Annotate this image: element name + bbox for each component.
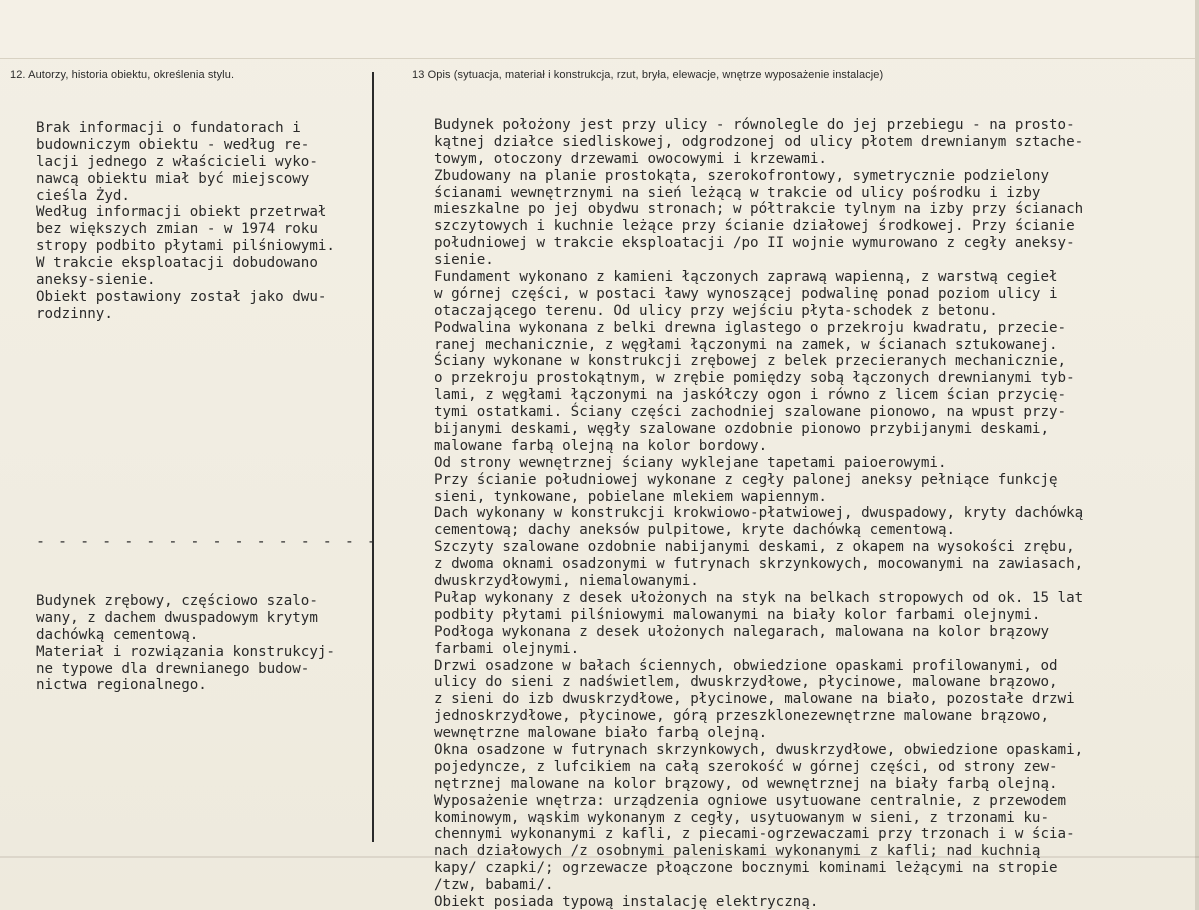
dashed-separator: - - - - - - - - - - - - - - - - [36,532,378,550]
text-line: Drzwi osadzone w bałach ściennych, obwiedzione opaskami profilowanymi, od [434,657,1058,674]
text-line: Obiekt posiada typową instalację elektryczną. [434,893,819,910]
text-line: Fundament wykonano z kamieni łączonych zaprawą wapienną, z warstwą cegieł [434,269,1058,286]
text-line: ścianami wewnętrznymi na sień leżącą w trakcie od ulicy pośrodku i izby [434,184,1041,201]
text-line: Brak informacji o fundatorach i [36,120,301,136]
text-line: Od strony wewnętrznej ściany wyklejane tapetami paioerowymi. [434,454,947,471]
text-line: ne typowe dla drewnianego budow- [36,660,310,677]
text-line: Budynek położony jest przy ulicy - równolegle do jej przebiegu - na prosto- [434,117,1075,133]
text-line: ulicy do sieni z nadświetlem, dwuskrzydłowe, płycinowe, malowane brązowo, [434,674,1058,691]
text-line: z dwoma oknami osadzonymi w futrynach skrzynkowych, mocowanymi na zawiasach, [434,556,1084,573]
text-line: bez większych zmian - w 1974 roku [36,221,318,238]
text-line: Wyposażenie wnętrza: urządzenia ogniowe usytuowane centralnie, z przewodem [434,792,1067,809]
text-line: Według informacji obiekt przetrwał [36,204,327,221]
text-line: kapy/ czapki/; ogrzewacze płoączone bocznymi kominami leżącymi na stropie [434,860,1058,877]
text-line: tymi ostatkami. Ściany części zachodniej szalowane pionowo, na wpust przy- [434,404,1067,421]
style-text [36,593,372,694]
section-13-header: 13 Opis (sytuacja, materiał i konstrukcja, rzut, bryła, elewacje, wnętrze wyposażenie instalacje) [412,69,884,81]
text-line: nictwa regionalnego. [36,677,207,694]
text-line: dwuskrzydłowymi, niemalowanymi. [434,573,699,590]
top-margin [0,0,1199,59]
text-line: pojedyncze, z lufcikiem na całą szerokość w górnej części, od strony zew- [434,758,1058,775]
text-line: szczytowych i kuchnie leżące przy ścianie działowej środkowej. Przy ścianie [434,218,1075,235]
text-line: budowniczym obiektu - według re- [36,136,310,153]
description-text [434,117,1194,910]
text-line: W trakcie eksploatacji dobudowano [36,255,318,272]
text-line: towym, otoczony drzewami owocowymi i krzewami. [434,150,827,167]
text-line: chennymi wykonanymi z kafli, z piecami-ogrzewaczami przy trzonach i w ścia- [434,826,1075,843]
text-line: Podwalina wykonana z belki drewna iglastego o przekroju kwadratu, przecie- [434,319,1067,336]
text-line: kątnej działce siedliskowej, odgrodzonej od ulicy płotem drewnianym sztache- [434,133,1084,150]
text-line: stropy podbito płytami pilśniowymi. [36,238,335,255]
text-line: farbami olejnymi. [434,640,580,657]
text-line: lami, z węgłami łączonymi na jaskółczy ogon i równo z licem ścian przycię- [434,387,1067,404]
text-line: /tzw, babami/. [434,877,554,894]
text-line: Podłoga wykonana z desek ułożonych nalegarach, malowana na kolor brązowy [434,623,1049,640]
text-line: południowej w trakcie eksploatacji /po II wojnie wymurowano z cegły aneksy- [434,235,1075,252]
text-line: Dach wykonany w konstrukcji krokwiowo-płatwiowej, dwuspadowy, kryty dachówką [434,505,1084,522]
text-line: ranej mechanicznie, z węgłami łączonymi na zamek, w ścianach sztukowanej. [434,336,1058,353]
text-line: Materiał i rozwiązania konstrukcyj- [36,643,335,660]
text-line: Okna osadzone w futrynach skrzynkowych, dwuskrzydłowe, obwiedzione opaskami, [434,741,1084,758]
text-line: kominowym, wąskim wykonanym z cegły, usytuowanym w sieni, z trzonami ku- [434,809,1049,826]
column-divider [372,72,374,842]
text-line: w górnej części, w postaci ławy wynoszącej podwalinę ponad poziom ulicy i [434,285,1058,302]
text-line: dachówką cementową. [36,626,199,643]
text-line: mieszkalne po jej obydwu stronach; w półtrakcie tylnym na izby przy ścianach [434,201,1084,218]
text-line: Zbudowany na planie prostokąta, szerokofrontowy, symetrycznie podzielony [434,167,1049,184]
text-line: nętrznej malowane na kolor brązowy, od wewnętrznej na biały farbą olejną. [434,775,1058,792]
text-line: wewnętrzne malowane biało farbą olejną. [434,725,768,742]
text-line: jednoskrzydłowe, płycinowe, górą przeszklonezewnętrzne malowane brązowo, [434,708,1049,725]
text-line: aneksy-sienie. [36,272,156,289]
text-line: Szczyty szalowane ozdobnie nabijanymi deskami, z okapem na wysokości zrębu, [434,539,1075,556]
text-line: z sieni do izb dwuskrzydłowe, płycinowe, malowane na biało, pozostałe drzwi [434,691,1075,708]
text-line: Budynek zrębowy, częściowo szalo- [36,593,318,609]
history-text [36,120,372,323]
text-line: rodzinny. [36,305,113,322]
text-line: malowane farbą olejną na kolor bordowy. [434,437,768,454]
page-edge [1195,0,1199,910]
text-line: lacji jednego z właścicieli wyko- [36,153,318,170]
text-line: wany, z dachem dwuspadowym krytym [36,609,318,626]
text-line: cementową; dachy aneksów pulpitowe, kryte dachówką cementową. [434,522,956,539]
text-line: Ściany wykonane w konstrukcji zrębowej z belek przecieranych mechanicznie, [434,353,1067,370]
text-line: sienie. [434,252,494,269]
text-line: Przy ścianie południowej wykonane z cegły palonej aneksy pełniące funkcję [434,471,1058,488]
text-line: o przekroju prostokątnym, w zrębie pomiędzy sobą łączonych drewnianymi tyb- [434,370,1075,387]
section-12-header: 12. Autorzy, historia obiektu, określenia stylu. [10,69,235,81]
text-line: nach działowych /z osobnymi paleniskami wykonanymi z kafli; nad kuchnią [434,843,1041,860]
text-line: Pułap wykonany z desek ułożonych na styk na belkach stropowych od ok. 15 lat [434,589,1084,606]
text-line: podbity płytami pilśniowymi malowanymi na biały kolor farbami olejnymi. [434,606,1041,623]
text-line: otaczającego terenu. Od ulicy przy wejściu płyta-schodek z betonu. [434,302,998,319]
text-line: sieni, tynkowane, pobielane mlekiem wapiennym. [434,488,827,505]
text-line: bijanymi deskami, węgły szalowane ozdobnie pionowo przybijanymi deskami, [434,421,1049,438]
text-line: nawcą obiektu miał być miejscowy [36,170,310,187]
text-line: cieśla Żyd. [36,187,130,204]
text-line: Obiekt postawiony został jako dwu- [36,288,327,305]
